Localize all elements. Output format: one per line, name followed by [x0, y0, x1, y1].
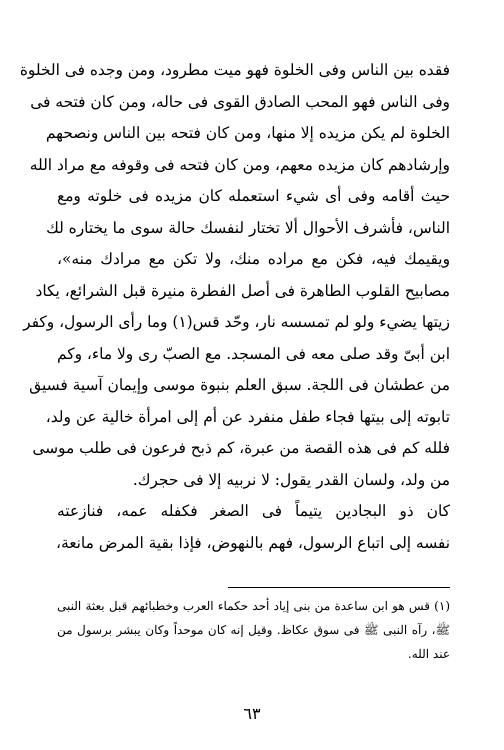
body-line: وإرشادهم كان مزيده معهم، ومن كان فتحه فى وقوفه مع مراد الله	[29, 155, 450, 174]
body-line: من ولد، ولسان القدر يقول: لا نربيه إلا فى حجرك.	[132, 470, 450, 489]
body-line: من عطشان فى اللجة. سبق العلم بنبوة موسى وإيمان آسية فسيق	[29, 376, 450, 394]
page-number: ٦٣	[243, 704, 261, 723]
body-line: حيث أقامه وفى أى شيء استعمله كان مزيده فى خلوته ومع	[57, 187, 450, 205]
body-line: ويقيمك فيه، فكن مع مراده منك، ولا تكن مع مرادك منه»،	[57, 250, 450, 268]
body-line: تابوته إلى بيتها فجاء طفل منفرد عن أم إلى امرأة خالية عن ولد،	[45, 407, 450, 426]
footnote-line: عند الله.	[407, 647, 450, 661]
body-line: وفى الناس فهو المحب الصادق القوى فى حاله، ومن كان فتحه فى	[30, 92, 450, 111]
body-line: كان ذو البجادين يتيماً فى الصغر فكفله عمه، فنازعته	[57, 502, 450, 520]
footnote-line: ﷺ، رآه النبى ﷺ فى سوق عكاظ. وقيل إنه كان موحداً وكان يبشر برسول من	[57, 623, 450, 637]
footnote-line: (١) قس هو ابن ساعدة من بنى إياد أحد حكماء العرب وخطبائهم قبل بعثة النبى	[57, 599, 450, 613]
body-line: مصابيح القلوب الطاهرة فى أصل الفطرة منيرة قبل الشرائع، يكاد	[35, 281, 450, 300]
body-line: فلله كم فى هذه القصة من عبرة، كم ذبح فرعون فى طلب موسى	[32, 439, 450, 457]
body-line: الناس، فأشرف الأحوال ألا تختار لنفسك حالة سوى ما يختاره لك	[46, 218, 450, 237]
body-line: زيتها يضيء ولو لم تمسسه نار، وحّد قس(١) وما رأى الرسول، وكفر	[23, 313, 450, 331]
body-line: الخلوة لم يكن مزيده إلا منها، ومن كان فتحه بين الناس ونصحهم	[45, 124, 450, 142]
footnote-separator	[228, 587, 450, 588]
body-line: فقده بين الناس وفى الخلوة فهو ميت مطرود، ومن وجده فى الخلوة	[19, 61, 450, 79]
body-line: ابن أبىّ وقد صلى معه فى المسجد. مع الصبّ رى ولا ماء، وكم	[57, 344, 450, 363]
body-line: نفسه إلى اتباع الرسول، فهم بالنهوض، فإذا بقية المرض مانعة،	[56, 533, 450, 552]
